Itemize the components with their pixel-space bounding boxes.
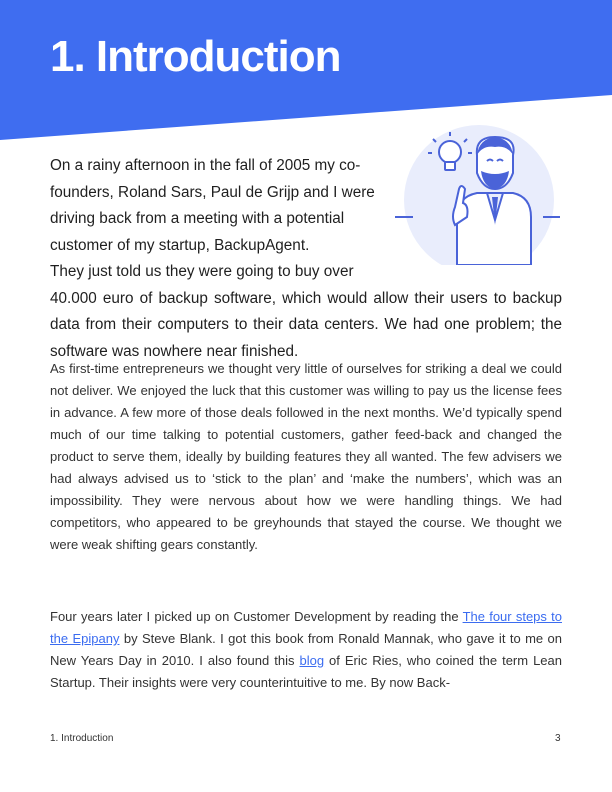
intro-line: founders, Roland Sars, Paul de Grijp and I were	[50, 183, 375, 201]
intro-continuation: 40.000 euro of backup software, which would allow their users to backup data from their computers to their data centers. We had one problem; the software was nowhere near finished.	[50, 289, 562, 360]
intro-paragraph	[50, 153, 562, 365]
paragraph-text: Four years later I picked up on Customer Development by reading the	[50, 609, 463, 624]
intro-line: On a rainy afternoon in the fall of 2005 my co-	[50, 157, 361, 174]
footer-chapter-title: 1. Introduction	[50, 733, 114, 744]
intro-line: driving back from a meeting with a potential	[50, 210, 345, 227]
blog-link[interactable]: blog	[299, 653, 325, 668]
intro-line: customer of my startup, BackupAgent.	[50, 236, 310, 254]
book-link[interactable]: The four steps to the Epipany	[50, 609, 562, 646]
page-number: 3	[555, 733, 561, 744]
body-paragraph-2	[50, 606, 562, 694]
intro-line: They just told us they were going to buy over	[50, 263, 354, 280]
chapter-title: 1. Introduction	[50, 32, 341, 81]
paragraph-text: of Eric Ries, who coined the term Lean Startup. Their insights were very counterintuitive to me. By now Back-	[50, 653, 562, 690]
paragraph-text: by Steve Blank. I got this book from Ronald Mannak, who gave it to me on New Years Day in 2010. I also found this	[50, 631, 562, 668]
body-paragraph-1: As first-time entrepreneurs we thought very little of ourselves for striking a deal we could not deliver. We enjoyed the luck that this customer was willing to pay us the license fees in advance. A few more of those deals followed in the next months. We’d typically spend much of our time talking to potential customers, gather feed-back and changed the product to serve them, ideally by building features they all wanted. The few advisers we had always advised us to ‘stick to the plan’ and ‘make the numbers’, which was an impossibility. They were nervous about how we were handling things. We had competitors, who appeared to be greyhounds that stayed the course. We thought we were weak shifting gears constantly.	[50, 361, 562, 552]
